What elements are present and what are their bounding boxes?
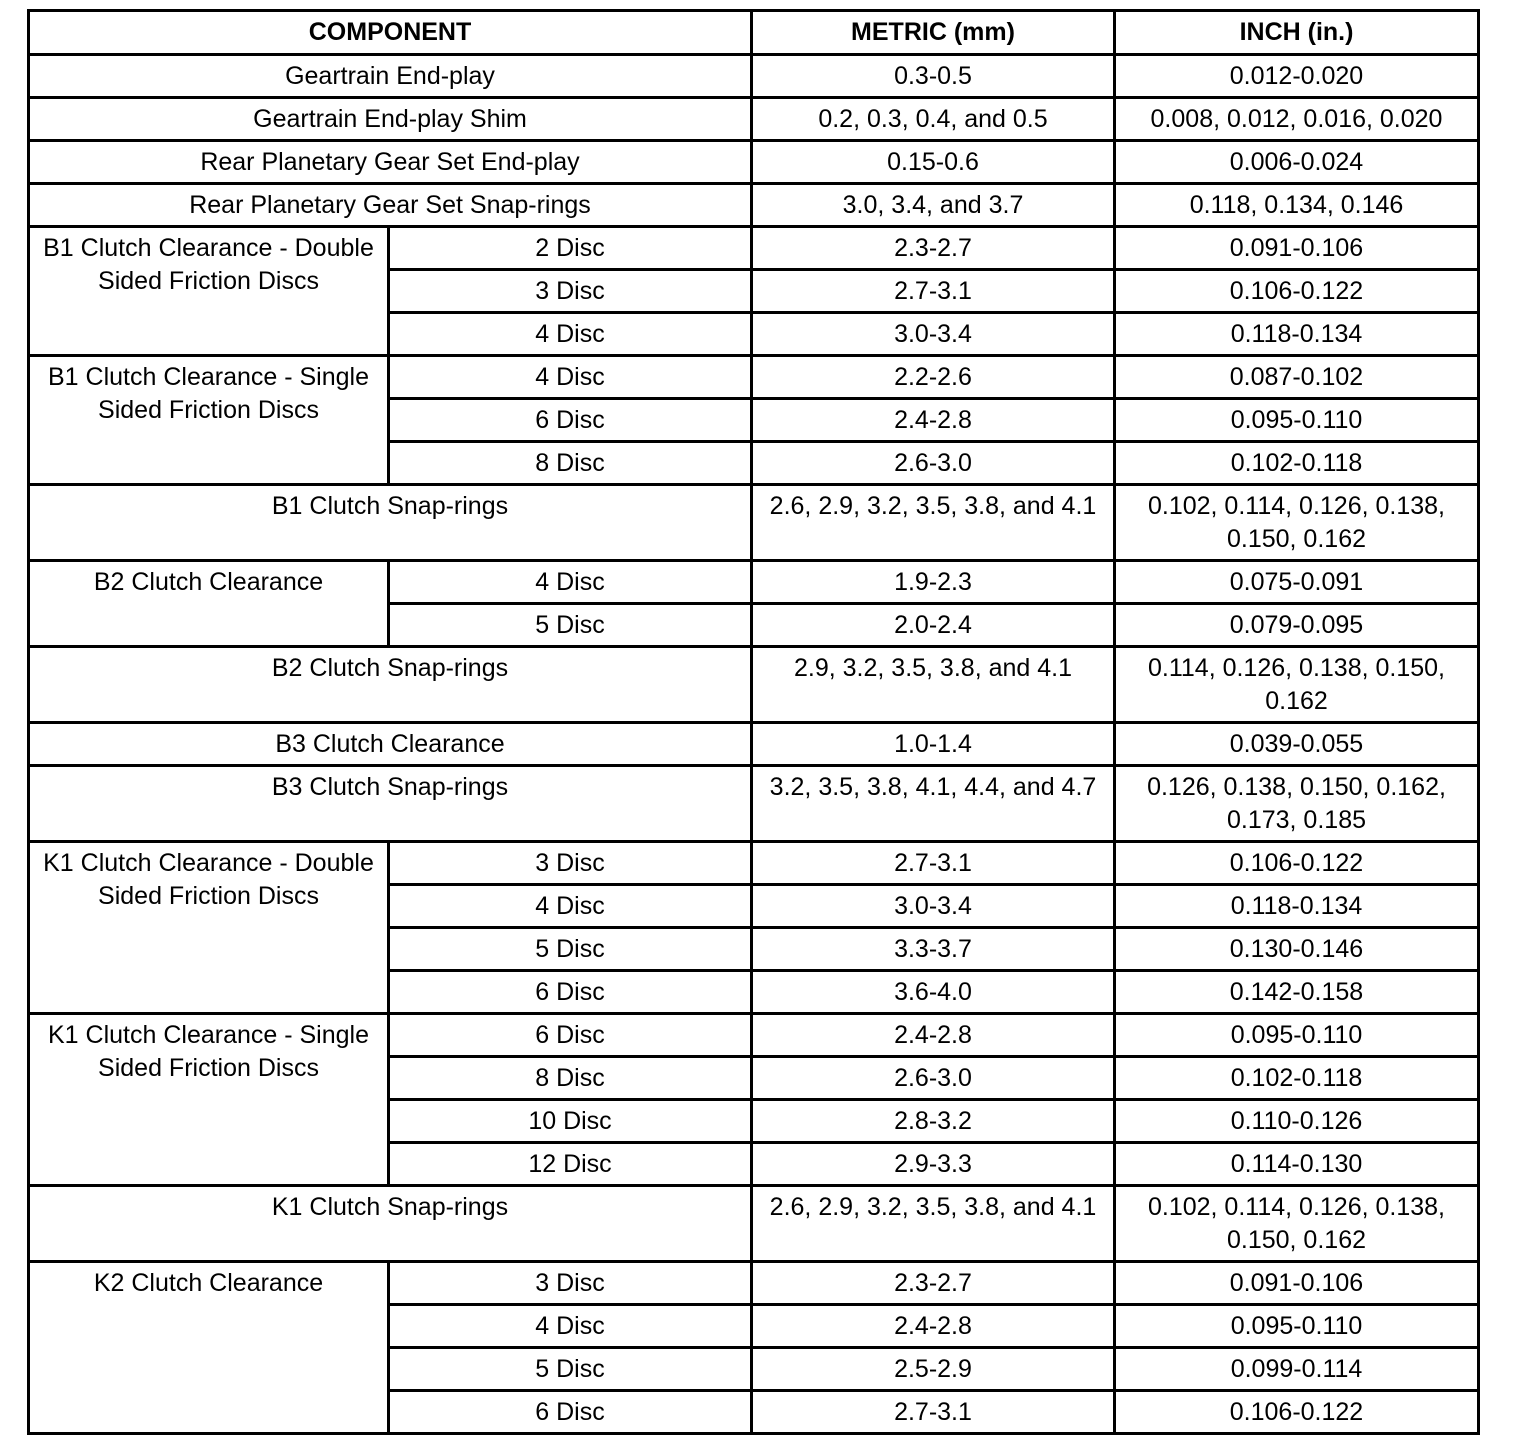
disc-cell: 3 Disc bbox=[389, 842, 752, 885]
table-row bbox=[29, 1186, 1479, 1262]
metric-cell: 2.4-2.8 bbox=[752, 1305, 1115, 1348]
inch-cell: 0.106-0.122 bbox=[1115, 842, 1479, 885]
inch-cell: 0.118-0.134 bbox=[1115, 313, 1479, 356]
inch-cell: 0.102, 0.114, 0.126, 0.138, 0.150, 0.162 bbox=[1115, 485, 1479, 561]
component-cell: B3 Clutch Clearance bbox=[29, 723, 752, 766]
inch-cell: 0.079-0.095 bbox=[1115, 604, 1479, 647]
disc-cell: 4 Disc bbox=[389, 313, 752, 356]
metric-cell: 3.3-3.7 bbox=[752, 928, 1115, 971]
inch-cell: 0.142-0.158 bbox=[1115, 971, 1479, 1014]
disc-cell: 6 Disc bbox=[389, 399, 752, 442]
metric-cell: 2.6, 2.9, 3.2, 3.5, 3.8, and 4.1 bbox=[752, 485, 1115, 561]
metric-cell: 2.4-2.8 bbox=[752, 1014, 1115, 1057]
component-group-cell: K1 Clutch Clearance - Double Sided Friction Discs bbox=[29, 842, 389, 1014]
metric-cell: 0.3-0.5 bbox=[752, 55, 1115, 98]
table-row bbox=[29, 766, 1479, 842]
inch-cell: 0.106-0.122 bbox=[1115, 1391, 1479, 1434]
inch-cell: 0.095-0.110 bbox=[1115, 1014, 1479, 1057]
component-group-cell: B1 Clutch Clearance - Double Sided Friction Discs bbox=[29, 227, 389, 356]
table-row bbox=[29, 227, 1479, 270]
metric-cell: 3.2, 3.5, 3.8, 4.1, 4.4, and 4.7 bbox=[752, 766, 1115, 842]
metric-cell: 2.3-2.7 bbox=[752, 1262, 1115, 1305]
component-group-cell: K1 Clutch Clearance - Single Sided Friction Discs bbox=[29, 1014, 389, 1186]
inch-cell: 0.006-0.024 bbox=[1115, 141, 1479, 184]
inch-cell: 0.114-0.130 bbox=[1115, 1143, 1479, 1186]
table-row bbox=[29, 842, 1479, 885]
disc-cell: 4 Disc bbox=[389, 356, 752, 399]
inch-cell: 0.039-0.055 bbox=[1115, 723, 1479, 766]
inch-cell: 0.106-0.122 bbox=[1115, 270, 1479, 313]
metric-cell: 3.0-3.4 bbox=[752, 885, 1115, 928]
metric-cell: 2.9, 3.2, 3.5, 3.8, and 4.1 bbox=[752, 647, 1115, 723]
metric-cell: 2.6-3.0 bbox=[752, 442, 1115, 485]
inch-cell: 0.095-0.110 bbox=[1115, 399, 1479, 442]
inch-cell: 0.008, 0.012, 0.016, 0.020 bbox=[1115, 98, 1479, 141]
component-cell: B3 Clutch Snap-rings bbox=[29, 766, 752, 842]
component-cell: Geartrain End-play bbox=[29, 55, 752, 98]
disc-cell: 5 Disc bbox=[389, 1348, 752, 1391]
metric-cell: 0.15-0.6 bbox=[752, 141, 1115, 184]
table-row bbox=[29, 141, 1479, 184]
inch-cell: 0.110-0.126 bbox=[1115, 1100, 1479, 1143]
metric-cell: 2.7-3.1 bbox=[752, 1391, 1115, 1434]
disc-cell: 5 Disc bbox=[389, 604, 752, 647]
header-metric: METRIC (mm) bbox=[752, 11, 1115, 55]
header-inch: INCH (in.) bbox=[1115, 11, 1479, 55]
metric-cell: 0.2, 0.3, 0.4, and 0.5 bbox=[752, 98, 1115, 141]
metric-cell: 3.0-3.4 bbox=[752, 313, 1115, 356]
component-group-cell: B1 Clutch Clearance - Single Sided Friction Discs bbox=[29, 356, 389, 485]
metric-cell: 2.5-2.9 bbox=[752, 1348, 1115, 1391]
disc-cell: 2 Disc bbox=[389, 227, 752, 270]
metric-cell: 2.2-2.6 bbox=[752, 356, 1115, 399]
disc-cell: 4 Disc bbox=[389, 885, 752, 928]
metric-cell: 2.8-3.2 bbox=[752, 1100, 1115, 1143]
table-row bbox=[29, 561, 1479, 604]
disc-cell: 6 Disc bbox=[389, 1391, 752, 1434]
table-row bbox=[29, 98, 1479, 141]
inch-cell: 0.091-0.106 bbox=[1115, 227, 1479, 270]
metric-cell: 2.7-3.1 bbox=[752, 842, 1115, 885]
inch-cell: 0.102-0.118 bbox=[1115, 442, 1479, 485]
disc-cell: 8 Disc bbox=[389, 1057, 752, 1100]
inch-cell: 0.012-0.020 bbox=[1115, 55, 1479, 98]
disc-cell: 6 Disc bbox=[389, 1014, 752, 1057]
disc-cell: 5 Disc bbox=[389, 928, 752, 971]
table-row bbox=[29, 356, 1479, 399]
inch-cell: 0.091-0.106 bbox=[1115, 1262, 1479, 1305]
table-row bbox=[29, 723, 1479, 766]
metric-cell: 2.6, 2.9, 3.2, 3.5, 3.8, and 4.1 bbox=[752, 1186, 1115, 1262]
table-row bbox=[29, 485, 1479, 561]
metric-cell: 1.9-2.3 bbox=[752, 561, 1115, 604]
component-cell: Rear Planetary Gear Set Snap-rings bbox=[29, 184, 752, 227]
inch-cell: 0.118-0.134 bbox=[1115, 885, 1479, 928]
table-row bbox=[29, 184, 1479, 227]
component-cell: Rear Planetary Gear Set End-play bbox=[29, 141, 752, 184]
inch-cell: 0.118, 0.134, 0.146 bbox=[1115, 184, 1479, 227]
table-row bbox=[29, 647, 1479, 723]
metric-cell: 2.7-3.1 bbox=[752, 270, 1115, 313]
metric-cell: 2.6-3.0 bbox=[752, 1057, 1115, 1100]
component-group-cell: K2 Clutch Clearance bbox=[29, 1262, 389, 1434]
table-row bbox=[29, 1262, 1479, 1305]
inch-cell: 0.114, 0.126, 0.138, 0.150, 0.162 bbox=[1115, 647, 1479, 723]
specifications-table bbox=[27, 9, 1480, 1435]
disc-cell: 8 Disc bbox=[389, 442, 752, 485]
component-cell: Geartrain End-play Shim bbox=[29, 98, 752, 141]
metric-cell: 1.0-1.4 bbox=[752, 723, 1115, 766]
metric-cell: 2.4-2.8 bbox=[752, 399, 1115, 442]
inch-cell: 0.126, 0.138, 0.150, 0.162, 0.173, 0.185 bbox=[1115, 766, 1479, 842]
disc-cell: 12 Disc bbox=[389, 1143, 752, 1186]
inch-cell: 0.099-0.114 bbox=[1115, 1348, 1479, 1391]
disc-cell: 4 Disc bbox=[389, 561, 752, 604]
inch-cell: 0.102-0.118 bbox=[1115, 1057, 1479, 1100]
component-cell: B1 Clutch Snap-rings bbox=[29, 485, 752, 561]
inch-cell: 0.102, 0.114, 0.126, 0.138, 0.150, 0.162 bbox=[1115, 1186, 1479, 1262]
inch-cell: 0.087-0.102 bbox=[1115, 356, 1479, 399]
disc-cell: 3 Disc bbox=[389, 1262, 752, 1305]
inch-cell: 0.130-0.146 bbox=[1115, 928, 1479, 971]
disc-cell: 6 Disc bbox=[389, 971, 752, 1014]
metric-cell: 2.0-2.4 bbox=[752, 604, 1115, 647]
metric-cell: 2.3-2.7 bbox=[752, 227, 1115, 270]
table-row bbox=[29, 1014, 1479, 1057]
metric-cell: 3.6-4.0 bbox=[752, 971, 1115, 1014]
inch-cell: 0.075-0.091 bbox=[1115, 561, 1479, 604]
header-row bbox=[29, 11, 1479, 55]
component-cell: B2 Clutch Snap-rings bbox=[29, 647, 752, 723]
component-cell: K1 Clutch Snap-rings bbox=[29, 1186, 752, 1262]
disc-cell: 3 Disc bbox=[389, 270, 752, 313]
metric-cell: 2.9-3.3 bbox=[752, 1143, 1115, 1186]
component-group-cell: B2 Clutch Clearance bbox=[29, 561, 389, 647]
disc-cell: 4 Disc bbox=[389, 1305, 752, 1348]
disc-cell: 10 Disc bbox=[389, 1100, 752, 1143]
header-component: COMPONENT bbox=[29, 11, 752, 55]
table-row bbox=[29, 55, 1479, 98]
inch-cell: 0.095-0.110 bbox=[1115, 1305, 1479, 1348]
metric-cell: 3.0, 3.4, and 3.7 bbox=[752, 184, 1115, 227]
